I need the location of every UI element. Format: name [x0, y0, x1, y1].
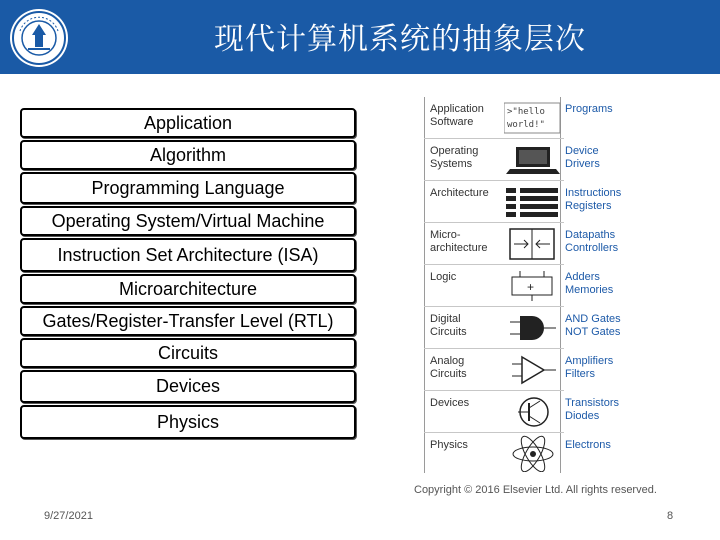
row-label: Micro- architecture — [430, 229, 488, 254]
row-desc: Amplifiers Filters — [565, 355, 614, 380]
figure-row-microarchitecture — [424, 223, 664, 264]
row-label: Digital Circuits — [430, 313, 467, 338]
layer-label: Instruction Set Architecture (ISA) — [57, 244, 319, 265]
university-seal-icon — [8, 7, 70, 69]
layer-label: Operating System/Virtual Machine — [51, 210, 325, 231]
atom-icon — [504, 435, 562, 472]
row-desc: AND Gates NOT Gates — [565, 313, 621, 338]
row-desc: Datapaths Controllers — [565, 229, 619, 254]
row-desc: Adders Memories — [565, 271, 614, 296]
footer-date: 9/27/2021 — [44, 510, 93, 522]
figure-row-physics — [424, 433, 664, 474]
adder-icon — [504, 267, 562, 304]
svg-text:world!": world!" — [507, 120, 545, 130]
svg-text:>"hello: >"hello — [507, 107, 545, 117]
figure-row-architecture — [424, 181, 664, 222]
slide-title: 现代计算机系统的抽象层次 — [214, 22, 586, 57]
row-label: Operating Systems — [430, 145, 479, 170]
figure-row-os — [424, 139, 664, 180]
layer-operating-system — [20, 206, 356, 236]
row-desc: Device Drivers — [565, 145, 600, 170]
figure-row-application — [424, 97, 664, 138]
layer-circuits — [20, 338, 356, 368]
layer-devices — [20, 370, 356, 403]
page-number: 8 — [667, 510, 674, 522]
row-desc: Programs — [565, 103, 613, 115]
layer-physics — [20, 405, 356, 439]
layer-label: Application — [143, 112, 233, 133]
amplifier-icon — [504, 351, 562, 388]
row-label: Devices — [430, 397, 470, 409]
row-desc: Transistors Diodes — [565, 397, 619, 422]
laptop-icon — [504, 141, 562, 178]
layer-programming-language — [20, 172, 356, 204]
figure-row-logic — [424, 265, 664, 306]
row-desc: Electrons — [565, 439, 611, 451]
row-desc: Instructions Registers — [565, 187, 622, 212]
hello-world-code-icon — [504, 99, 562, 136]
figure-row-analog — [424, 349, 664, 390]
figure-row-digital — [424, 307, 664, 348]
layer-gates-rtl — [20, 306, 356, 336]
transistor-icon — [504, 393, 562, 430]
layer-microarchitecture — [20, 274, 356, 304]
layer-label: Circuits — [157, 342, 218, 363]
abstraction-figure — [424, 97, 664, 473]
abstraction-layers — [20, 108, 356, 441]
header-bar — [0, 0, 720, 74]
row-label: Physics — [430, 439, 468, 451]
datapath-icon — [504, 225, 562, 262]
figure-row-devices — [424, 391, 664, 432]
layer-application — [20, 108, 356, 138]
instruction-blocks-icon — [504, 183, 562, 220]
and-gate-icon — [504, 309, 562, 346]
svg-text:+: + — [527, 280, 535, 294]
layer-isa — [20, 238, 356, 272]
layer-label: Gates/Register-Transfer Level (RTL) — [42, 310, 334, 331]
row-label: Logic — [430, 271, 457, 283]
layer-label: Devices — [155, 376, 221, 396]
copyright-text: Copyright © 2016 Elsevier Ltd. All rights reserved. — [414, 484, 657, 496]
layer-label: Programming Language — [91, 177, 285, 198]
row-label: Application Software — [430, 103, 484, 128]
row-label: Analog Circuits — [430, 355, 467, 380]
layer-algorithm — [20, 140, 356, 170]
layer-label: Algorithm — [149, 144, 227, 165]
layer-label: Microarchitecture — [118, 278, 258, 299]
layer-label: Physics — [156, 411, 219, 432]
row-label: Architecture — [430, 187, 489, 199]
